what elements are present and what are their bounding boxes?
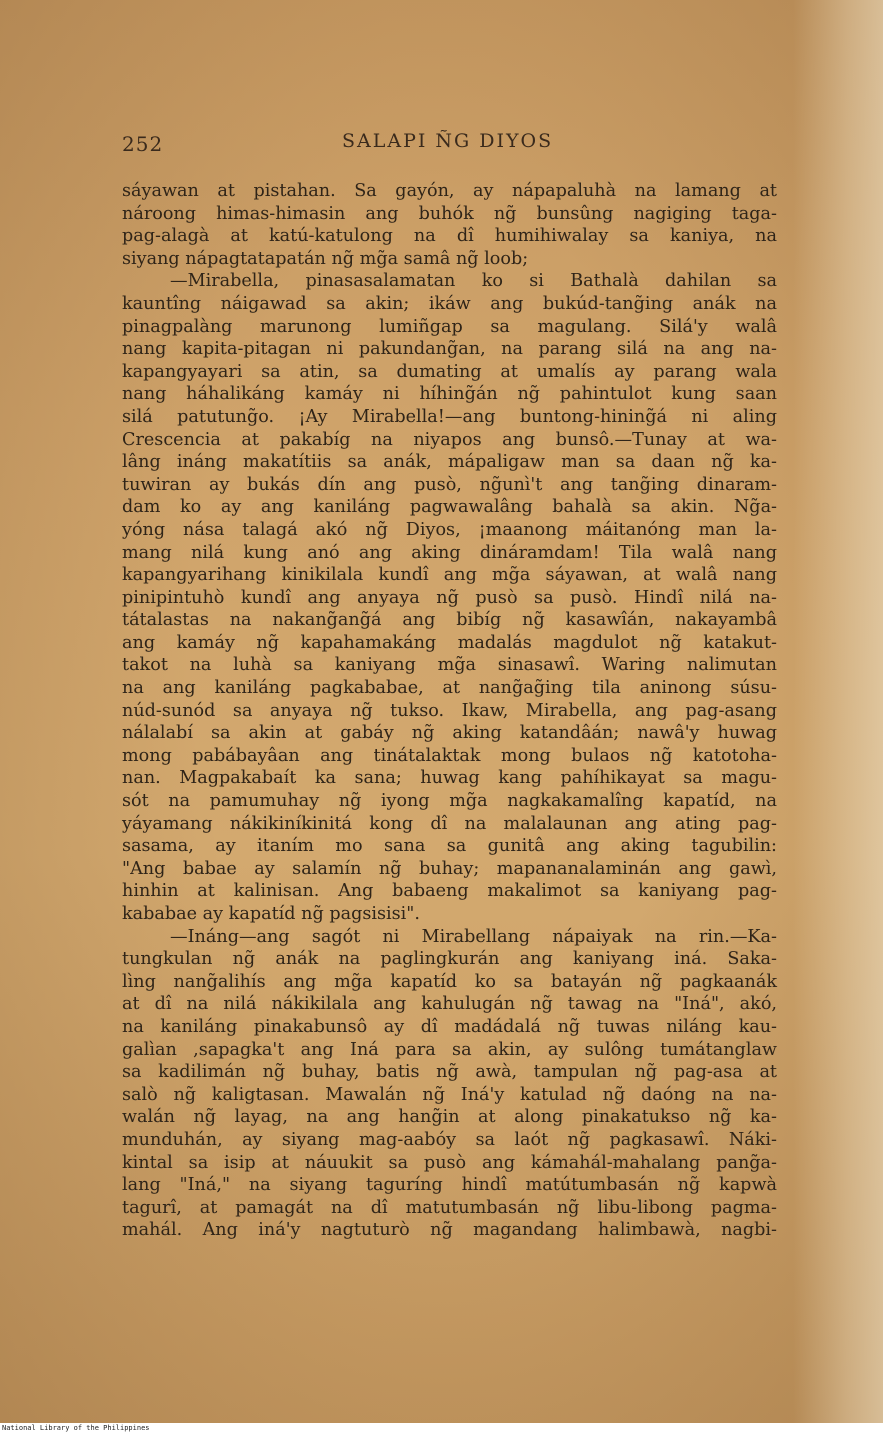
text-line: salò ng̃ kaligtasan. Mawalán ng̃ Iná'y katulad ng̃ daóng na na- [122,1084,777,1105]
text-line: kababae ay kapatíd ng̃ pagsisisi". [122,904,420,924]
text-line: mang nilá kung anó ang aking dináramdam! Tila walâ nang [122,542,777,563]
text-line: nároong himas-himasin ang buhók ng̃ bunsûng nagiging taga- [122,203,777,224]
text-line: na kaniláng pinakabunsô ay dî madádalá ng̃ tuwas niláng kau- [122,1016,777,1037]
text-line: walán ng̃ layag, na ang hang̃in at along pinakatukso ng̃ ka- [122,1107,777,1128]
text-line: na ang kaniláng pagkababae, at nang̃ag̃ing tila aninong súsu- [122,678,777,699]
library-credit: National Library of the Philippines [2,1424,150,1432]
text-line: tagurî, at pamagát na dî matutumbasán ng̃ libu-libong pagma- [122,1197,777,1218]
text-line: sót na pamumuhay ng̃ iyong mg̃a nagkakamalîng kapatíd, na [122,791,777,812]
body-text [122,180,777,1242]
running-title: SALAPI ÑG DIYOS [342,130,554,152]
text-line: —Ináng—ang sagót ni Mirabellang nápaiyak na rin.—Ka- [170,926,777,947]
text-line: tungkulan ng̃ anák na paglingkurán ang kaniyang iná. Saka- [122,949,777,970]
text-line: nang háhalikáng kamáy ni híhing̃án ng̃ pahintulot kung saan [122,384,777,405]
text-line: "Ang babae ay salamín ng̃ buhay; mapananalaminán ang gawì, [122,858,777,879]
text-line: takot na luhà sa kaniyang mg̃a sinasawî. Waring nalimutan [122,655,777,676]
page-header [122,128,782,162]
text-line: sáyawan at pistahan. Sa gayón, ay nápapaluhà na lamang at [122,181,777,201]
text-line: mong pabábayâan ang tinátalaktak mong bulaos ng̃ katotoha- [122,745,777,766]
text-line: pag-alagà at katú-katulong na dî humihiwalay sa kaniya, na [122,226,777,247]
text-line: pinipintuhò kundî ang anyaya ng̃ pusò sa pusò. Hindî nilá na- [122,587,777,608]
text-line: kapangyarihang kinikilala kundî ang mg̃a sáyawan, at walâ nang [122,565,777,586]
text-line: —Mirabella, pinasasalamatan ko si Bathalà dahilan sa [170,271,777,292]
text-line: pinagpalàng marunong lumiñgap sa magulang. Silá'y walâ [122,316,777,337]
text-line: siyang nápagtatapatán ng̃ mg̃a samâ ng̃ loob; [122,248,529,269]
text-line: galìan ,sapagka't ang Iná para sa akin, ay sulông tumátanglaw [122,1039,777,1060]
text-line: hinhin at kalinisan. Ang babaeng makalimot sa kaniyang pag- [122,881,777,902]
text-line: silá patutung̃o. ¡Ay Mirabella!—ang buntong-hining̃á ni aling [122,406,777,427]
text-line: Crescencia at pakabíg na niyapos ang bunsô.—Tunay at wa- [122,429,777,450]
text-line: sa kadilimán ng̃ buhay, batis ng̃ awà, tampulan ng̃ pag-asa at [122,1062,777,1083]
text-line: kintal sa isip at náuukit sa pusò ang kámahál-mahalang pang̃a- [122,1152,777,1173]
text-line: yóng násа talagá akó ng̃ Diyos, ¡maanong máitanóng man la- [122,519,777,540]
text-line: tátalastas na nakang̃ang̃á ang bibíg ng̃ kasawîán, nakayambâ [122,610,777,631]
text-line: lìng nang̃alihís ang mg̃a kapatíd ko sa batayán ng̃ pagkaanák [122,971,777,992]
text-line: ang kamáy ng̃ kapahamakáng madalás magdulot ng̃ katakut- [122,632,777,653]
text-line: kauntîng náigawad sa akin; ikáw ang bukúd-tang̃ing anák na [122,293,777,314]
page-number: 252 [122,132,164,156]
text-line: nan. Magpakabaít ka sana; huwag kang pahíhikayat sa magu- [122,768,777,789]
text-line: núd-sunód sa anyaya ng̃ tukso. Ikaw, Mirabella, ang pag-asang [122,700,777,721]
text-line: sasama, ay itaním mo sana sa gunitâ ang aking tagubilin: [122,836,777,857]
text-line: dam ko ay ang kaniláng pagwawalâng bahalà sa akin. Ng̃a- [122,497,777,518]
text-line: nang kapita-pitagan ni pakundang̃an, na parang silá na ang na- [122,339,777,360]
text-line: yáyamang nákikiníkinitá kong dî na malalaunan ang ating pag- [122,813,777,834]
text-line: lang "Iná," na siyang taguríng hindî matútumbasán ng̃ kapwà [122,1175,777,1196]
text-line: kapangyayari sa atin, sa dumating at umalís ay parang wala [122,361,777,382]
text-line: at dî na nilá nákikilala ang kahulugán ng̃ tawag na "Iná", akó, [122,994,777,1015]
text-line: mahál. Ang iná'y nagtuturò ng̃ magandang halimbawà, nagbi- [122,1220,777,1241]
text-line: lâng ináng makatítiis sa anák, mápaligaw man sa daan ng̃ ka- [122,452,777,473]
text-line: nálalabí sa akin at gabáy ng̃ aking katandâán; nawâ'y huwag [122,723,777,744]
text-line: tuwiran ay bukás dín ang pusò, ng̃unì't ang tang̃ing dinaram- [122,474,777,495]
text-line: munduhán, ay siyang mag-aabóy sa laót ng̃ pagkasawî. Náki- [122,1129,777,1150]
